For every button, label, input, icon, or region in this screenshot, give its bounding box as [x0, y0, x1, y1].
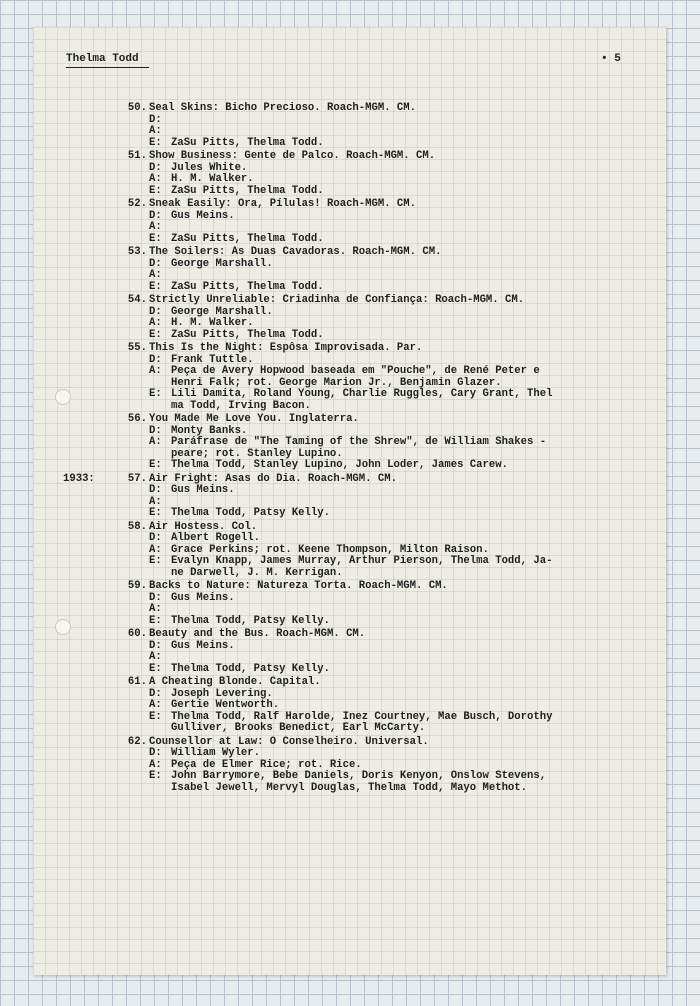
field-label: A: [149, 125, 162, 137]
author-line [63, 652, 663, 664]
entry-title-row [63, 629, 663, 641]
author-line-text: Peça de Avery Hopwood baseada em "Pouche", de René Peter e [171, 365, 540, 377]
cast-line-text: Thelma Todd, Stanley Lupino, John Loder, James Carew. [171, 459, 508, 471]
entry-number: 57. [127, 472, 147, 485]
cast-line-text: John Barrymore, Bebe Daniels, Doris Kenyon, Onslow Stevens, [171, 770, 547, 782]
entry-number: 60. [127, 628, 147, 640]
film-entry [63, 737, 663, 795]
entry-title: A Cheating Blonde. Capital. [149, 676, 321, 688]
entry-title-row [63, 247, 663, 259]
cast-line-continuation: Isabel Jewell, Mervyl Douglas, Thelma Todd, Mayo Methot. [171, 781, 528, 794]
director-line-text: Albert Rogell. [171, 532, 261, 544]
author-line [63, 222, 663, 234]
entry-title: Backs to Nature: Natureza Torta. Roach-MGM. CM. [149, 580, 448, 592]
author-line [63, 366, 663, 378]
cast-line-text: Thelma Todd, Patsy Kelly. [171, 614, 330, 627]
cast-line-text: ZaSu Pitts, Thelma Todd. [171, 328, 324, 341]
field-label: D: [149, 424, 162, 437]
film-entry [63, 414, 663, 472]
author-line [63, 270, 663, 282]
cast-line-text: ZaSu Pitts, Thelma Todd. [171, 136, 324, 149]
director-line-text: Monty Banks. [171, 424, 248, 437]
author-line-text: Grace Perkins; rot. Keene Thompson, Milton Raison. [171, 543, 489, 556]
entry-number: 62. [127, 735, 147, 748]
author-line [63, 318, 663, 330]
field-label: D: [149, 161, 162, 174]
author-line-text: H. M. Walker. [171, 317, 254, 329]
author-line-text: Peça de Elmer Rice; rot. Rice. [171, 758, 362, 771]
field-label: A: [149, 758, 162, 771]
cast-line-text: ZaSu Pitts, Thelma Todd. [171, 280, 324, 293]
director-line-text: Jules White. [171, 161, 248, 174]
field-label: A: [149, 543, 162, 556]
field-label: A: [149, 495, 162, 508]
cast-line-text: Thelma Todd, Patsy Kelly. [171, 662, 330, 675]
cast-line [63, 460, 663, 472]
field-label: D: [149, 747, 162, 759]
field-label: D: [149, 209, 162, 222]
cast-line-text: ZaSu Pitts, Thelma Todd. [171, 184, 324, 197]
author-line-continuation: Henri Falk; rot. George Marion Jr., Benjamin Glazer. [171, 376, 502, 389]
author-line [63, 700, 663, 712]
cast-line-text: Evalyn Knapp, James Murray, Arthur Pierson, Thelma Todd, Ja- [171, 555, 553, 567]
author-line-continuation: peare; rot. Stanley Lupino. [171, 447, 343, 460]
entry-number: 55. [127, 342, 147, 354]
entry-number: 50. [127, 102, 147, 114]
author-line [63, 126, 663, 138]
entry-number: 59. [127, 580, 147, 592]
typed-document-page [33, 27, 666, 975]
film-entry [63, 581, 663, 627]
entry-title-row [63, 295, 663, 307]
director-line-text: Joseph Levering. [171, 687, 273, 700]
entry-title: The Soilers: As Duas Cavadoras. Roach-MGM. CM. [149, 246, 442, 258]
film-entry [63, 103, 663, 149]
field-label: E: [149, 555, 162, 567]
field-label: A: [149, 699, 162, 711]
film-entry [63, 677, 663, 735]
film-entry [63, 522, 663, 580]
entry-number: 61. [127, 676, 147, 688]
entry-title: Air Fright: Asas do Dia. Roach-MGM. CM. [149, 472, 397, 485]
director-line-text: Gus Meins. [171, 639, 235, 652]
field-label: D: [149, 305, 162, 318]
cast-line-text: Lili Damita, Roland Young, Charlie Ruggles, Cary Grant, Thel [171, 388, 553, 400]
film-entry [63, 247, 663, 293]
entry-title-row [63, 581, 663, 593]
entry-title-row [63, 151, 663, 163]
field-label: E: [149, 710, 162, 723]
director-line-text: George Marshall. [171, 305, 273, 318]
field-label: E: [149, 280, 162, 293]
film-entry [63, 199, 663, 245]
field-label: E: [149, 459, 162, 471]
entry-title: Strictly Unreliable: Criadinha de Confiança: Roach-MGM. CM. [149, 294, 525, 306]
field-label: A: [149, 173, 162, 185]
field-label: D: [149, 113, 162, 126]
film-entry [63, 151, 663, 197]
field-label: D: [149, 532, 162, 544]
field-label: E: [149, 507, 162, 519]
field-label: A: [149, 365, 162, 377]
author-line-text: H. M. Walker. [171, 173, 254, 185]
field-label: D: [149, 353, 162, 366]
entry-title: Sneak Easily: Ora, Pílulas! Roach-MGM. CM. [149, 198, 417, 210]
entry-number: 51. [127, 150, 147, 162]
director-line [63, 533, 663, 545]
entry-title: Air Hostess. Col. [149, 520, 258, 533]
entry-title-row [63, 677, 663, 689]
director-line-text: William Wyler. [171, 747, 261, 759]
author-line [63, 437, 663, 449]
director-line [63, 748, 663, 760]
entry-number: 53. [127, 246, 147, 258]
field-label: A: [149, 436, 162, 448]
field-label: E: [149, 184, 162, 197]
cast-line-continuation: ne Darwell, J. M. Kerrigan. [171, 566, 343, 579]
cast-line [63, 664, 663, 676]
entry-title: Show Business: Gente de Palco. Roach-MGM. CM. [149, 150, 436, 162]
film-entry [63, 629, 663, 675]
field-label: E: [149, 328, 162, 341]
field-label: E: [149, 388, 162, 400]
field-label: D: [149, 639, 162, 652]
cast-line [63, 186, 663, 198]
cast-line [63, 771, 663, 783]
film-entry [63, 474, 663, 520]
header-title: Thelma Todd [66, 53, 149, 68]
entry-title-row [63, 414, 663, 426]
author-line [63, 174, 663, 186]
entry-title: Counsellor at Law: O Conselheiro. Universal. [149, 735, 429, 748]
film-entry [63, 295, 663, 341]
entry-title: Seal Skins: Bicho Precioso. Roach-MGM. CM. [149, 102, 417, 114]
entry-number: 52. [127, 198, 147, 210]
cast-line-text: ZaSu Pitts, Thelma Todd. [171, 232, 324, 245]
cast-line-text: Thelma Todd, Ralf Harolde, Inez Courtney, Mae Busch, Dorothy [171, 710, 553, 723]
field-label: E: [149, 662, 162, 675]
cast-line [63, 282, 663, 294]
cast-line [63, 556, 663, 568]
field-label: A: [149, 317, 162, 329]
cast-line [63, 330, 663, 342]
director-line [63, 485, 663, 497]
cast-line [63, 616, 663, 628]
entry-number: 56. [127, 413, 147, 425]
entry-title-row [63, 343, 663, 355]
field-label: A: [149, 651, 162, 663]
entry-title-row [63, 199, 663, 211]
author-line-text: Gertie Wentworth. [171, 699, 280, 711]
entry-title: This Is the Night: Espôsa Improvisada. Par. [149, 342, 423, 354]
field-label: A: [149, 603, 162, 615]
entry-title: You Made Me Love You. Inglaterra. [149, 413, 359, 425]
cast-line [63, 138, 663, 150]
author-line-text: Paráfrase de "The Taming of the Shrew", de William Shakes - [171, 436, 547, 448]
filmography-list [63, 103, 663, 796]
director-line-text: Gus Meins. [171, 591, 235, 604]
film-entry [63, 343, 663, 412]
cast-line-text: Thelma Todd, Patsy Kelly. [171, 507, 330, 519]
cast-line-continuation: ma Todd, Irving Bacon. [171, 399, 311, 412]
field-label: E: [149, 770, 162, 782]
field-label: A: [149, 269, 162, 281]
cast-line [63, 234, 663, 246]
entry-number: 54. [127, 294, 147, 306]
entry-title-row [63, 103, 663, 115]
field-label: E: [149, 136, 162, 149]
field-label: D: [149, 484, 162, 496]
field-label: E: [149, 232, 162, 245]
entry-year: 1933: [63, 472, 95, 485]
field-label: D: [149, 591, 162, 604]
director-line-text: George Marshall. [171, 257, 273, 270]
page-number: • 5 [601, 53, 621, 65]
entry-number: 58. [127, 520, 147, 533]
entry-title: Beauty and the Bus. Roach-MGM. CM. [149, 628, 366, 640]
field-label: D: [149, 257, 162, 270]
cast-line [63, 508, 663, 520]
field-label: A: [149, 221, 162, 233]
director-line-text: Gus Meins. [171, 209, 235, 222]
cast-line-continuation: Gulliver, Brooks Benedict, Earl McCarty. [171, 722, 426, 734]
author-line [63, 604, 663, 616]
cast-line [63, 389, 663, 401]
field-label: D: [149, 687, 162, 700]
director-line-text: Gus Meins. [171, 484, 235, 496]
director-line-text: Frank Tuttle. [171, 353, 254, 366]
field-label: E: [149, 614, 162, 627]
